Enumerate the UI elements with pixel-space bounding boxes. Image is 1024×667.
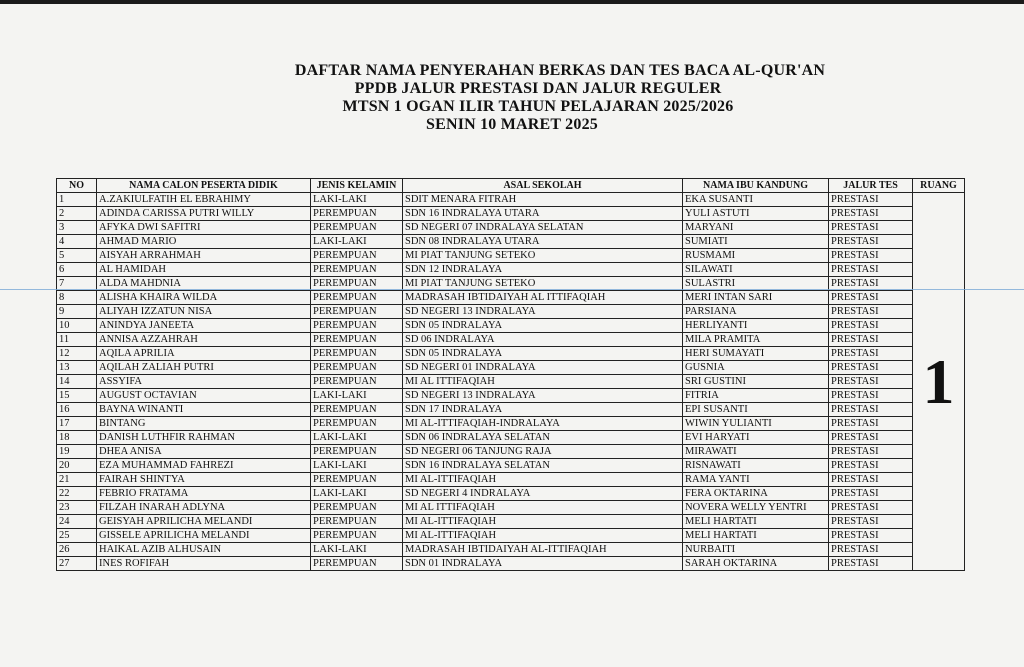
cell-school: SD NEGERI 07 INDRALAYA SELATAN [403,221,683,235]
cell-name: BINTANG [97,417,311,431]
cell-gender: PEREMPUAN [311,417,403,431]
column-header-no: NO [57,179,97,193]
cell-gender: PEREMPUAN [311,473,403,487]
cell-mother: MIRAWATI [683,445,829,459]
cell-school: MI AL-ITTIFAQIAH [403,529,683,543]
table-row [57,417,965,431]
column-header-name: NAMA CALON PESERTA DIDIK [97,179,311,193]
cell-gender: LAKI-LAKI [311,543,403,557]
cell-mother: FERA OKTARINA [683,487,829,501]
cell-gender: PEREMPUAN [311,249,403,263]
cell-school: SD NEGERI 01 INDRALAYA [403,361,683,375]
cell-no: 13 [57,361,97,375]
cell-mother: SILAWATI [683,263,829,277]
cell-mother: RUSMAMI [683,249,829,263]
cell-gender: PEREMPUAN [311,347,403,361]
cell-school: SDN 12 INDRALAYA [403,263,683,277]
table-row [57,543,965,557]
cell-mother: EVI HARYATI [683,431,829,445]
cell-mother: RAMA YANTI [683,473,829,487]
cell-mother: YULI ASTUTI [683,207,829,221]
cell-no: 6 [57,263,97,277]
table-header-row [57,179,965,193]
cell-school: SDN 16 INDRALAYA SELATAN [403,459,683,473]
cell-mother: MELI HARTATI [683,515,829,529]
cell-no: 12 [57,347,97,361]
cell-no: 17 [57,417,97,431]
cell-track: PRESTASI [829,375,913,389]
cell-mother: EKA SUSANTI [683,193,829,207]
cell-mother: PARSIANA [683,305,829,319]
cell-mother: FITRIA [683,389,829,403]
cell-gender: PEREMPUAN [311,375,403,389]
cell-gender: PEREMPUAN [311,557,403,571]
cell-gender: LAKI-LAKI [311,193,403,207]
cell-school: SDN 17 INDRALAYA [403,403,683,417]
column-header-room: RUANG [913,179,965,193]
cell-mother: HERI SUMAYATI [683,347,829,361]
cell-name: EZA MUHAMMAD FAHREZI [97,459,311,473]
cell-school: SD NEGERI 06 TANJUNG RAJA [403,445,683,459]
cell-gender: PEREMPUAN [311,515,403,529]
cell-name: ANNISA AZZAHRAH [97,333,311,347]
cell-name: ALIYAH IZZATUN NISA [97,305,311,319]
table-row [57,389,965,403]
cell-school: MI AL-ITTIFAQIAH [403,515,683,529]
cell-mother: WIWIN YULIANTI [683,417,829,431]
table-row [57,473,965,487]
column-header-mother: NAMA IBU KANDUNG [683,179,829,193]
cell-gender: PEREMPUAN [311,291,403,305]
cell-no: 8 [57,291,97,305]
cell-mother: HERLIYANTI [683,319,829,333]
cell-name: AFYKA DWI SAFITRI [97,221,311,235]
cell-track: PRESTASI [829,487,913,501]
table-row [57,221,965,235]
cell-no: 5 [57,249,97,263]
scan-guide-line [0,289,1024,290]
cell-school: SDN 05 INDRALAYA [403,319,683,333]
cell-school: MI PIAT TANJUNG SETEKO [403,277,683,291]
table-row [57,403,965,417]
cell-track: PRESTASI [829,445,913,459]
cell-no: 24 [57,515,97,529]
cell-name: AQILA APRILIA [97,347,311,361]
cell-name: FILZAH INARAH ADLYNA [97,501,311,515]
cell-school: SDIT MENARA FITRAH [403,193,683,207]
cell-no: 18 [57,431,97,445]
cell-name: AQILAH ZALIAH PUTRI [97,361,311,375]
cell-name: A.ZAKIULFATIH EL EBRAHIMY [97,193,311,207]
cell-mother: SULASTRI [683,277,829,291]
cell-track: PRESTASI [829,501,913,515]
cell-mother: SRI GUSTINI [683,375,829,389]
cell-no: 15 [57,389,97,403]
table-row [57,529,965,543]
cell-gender: PEREMPUAN [311,403,403,417]
column-header-gender: JENIS KELAMIN [311,179,403,193]
cell-mother: EPI SUSANTI [683,403,829,417]
cell-track: PRESTASI [829,361,913,375]
cell-gender: LAKI-LAKI [311,459,403,473]
cell-school: MADRASAH IBTIDAIYAH AL ITTIFAQIAH [403,291,683,305]
cell-school: SDN 16 INDRALAYA UTARA [403,207,683,221]
cell-school: SDN 05 INDRALAYA [403,347,683,361]
cell-school: MI AL-ITTIFAQIAH [403,473,683,487]
cell-track: PRESTASI [829,235,913,249]
cell-no: 4 [57,235,97,249]
table-row [57,333,965,347]
cell-name: DHEA ANISA [97,445,311,459]
cell-no: 9 [57,305,97,319]
cell-track: PRESTASI [829,459,913,473]
cell-name: BAYNA WINANTI [97,403,311,417]
table-row [57,319,965,333]
table-row [57,459,965,473]
table-row [57,501,965,515]
cell-track: PRESTASI [829,221,913,235]
cell-gender: PEREMPUAN [311,333,403,347]
cell-gender: PEREMPUAN [311,221,403,235]
table-row [57,207,965,221]
cell-no: 21 [57,473,97,487]
cell-name: ALISHA KHAIRA WILDA [97,291,311,305]
cell-track: PRESTASI [829,193,913,207]
cell-name: DANISH LUTHFIR RAHMAN [97,431,311,445]
cell-no: 22 [57,487,97,501]
cell-no: 16 [57,403,97,417]
table-row [57,361,965,375]
cell-no: 14 [57,375,97,389]
cell-no: 7 [57,277,97,291]
cell-name: ADINDA CARISSA PUTRI WILLY [97,207,311,221]
room-number: 1 [913,193,965,571]
cell-gender: PEREMPUAN [311,305,403,319]
table-row [57,557,965,571]
cell-no: 20 [57,459,97,473]
cell-track: PRESTASI [829,389,913,403]
cell-mother: RISNAWATI [683,459,829,473]
cell-gender: PEREMPUAN [311,445,403,459]
cell-track: PRESTASI [829,333,913,347]
document-header [0,62,1024,134]
cell-gender: LAKI-LAKI [311,235,403,249]
cell-school: SDN 01 INDRALAYA [403,557,683,571]
cell-school: SD NEGERI 13 INDRALAYA [403,305,683,319]
cell-track: PRESTASI [829,515,913,529]
cell-name: FAIRAH SHINTYA [97,473,311,487]
cell-name: FEBRIO FRATAMA [97,487,311,501]
cell-name: AUGUST OCTAVIAN [97,389,311,403]
cell-name: ASSYIFA [97,375,311,389]
table-row [57,263,965,277]
cell-gender: PEREMPUAN [311,263,403,277]
cell-no: 19 [57,445,97,459]
table-row [57,487,965,501]
header-title: DAFTAR NAMA PENYERAHAN BERKAS DAN TES BACA AL-QUR'AN [294,62,826,79]
cell-track: PRESTASI [829,347,913,361]
cell-track: PRESTASI [829,543,913,557]
cell-no: 25 [57,529,97,543]
cell-track: PRESTASI [829,207,913,221]
cell-gender: PEREMPUAN [311,501,403,515]
table-row [57,375,965,389]
cell-school: SD NEGERI 13 INDRALAYA [403,389,683,403]
cell-school: MI AL-ITTIFAQIAH-INDRALAYA [403,417,683,431]
student-roster-table [56,178,965,571]
cell-track: PRESTASI [829,473,913,487]
cell-mother: NURBAITI [683,543,829,557]
cell-school: MI PIAT TANJUNG SETEKO [403,249,683,263]
cell-gender: LAKI-LAKI [311,431,403,445]
table-row [57,305,965,319]
cell-mother: MERI INTAN SARI [683,291,829,305]
cell-mother: MARYANI [683,221,829,235]
cell-name: ALDA MAHDNIA [97,277,311,291]
cell-school: MI AL ITTIFAQIAH [403,501,683,515]
cell-name: AL HAMIDAH [97,263,311,277]
cell-track: PRESTASI [829,319,913,333]
header-date: SENIN 10 MARET 2025 [426,116,598,133]
cell-track: PRESTASI [829,291,913,305]
column-header-school: ASAL SEKOLAH [403,179,683,193]
table-row [57,445,965,459]
cell-gender: PEREMPUAN [311,319,403,333]
cell-track: PRESTASI [829,249,913,263]
cell-name: INES ROFIFAH [97,557,311,571]
cell-school: SDN 08 INDRALAYA UTARA [403,235,683,249]
table-row [57,291,965,305]
cell-no: 26 [57,543,97,557]
cell-school: SD 06 INDRALAYA [403,333,683,347]
cell-mother: GUSNIA [683,361,829,375]
cell-mother: SARAH OKTARINA [683,557,829,571]
cell-mother: SUMIATI [683,235,829,249]
cell-school: SD NEGERI 4 INDRALAYA [403,487,683,501]
cell-no: 11 [57,333,97,347]
cell-gender: PEREMPUAN [311,277,403,291]
cell-school: SDN 06 INDRALAYA SELATAN [403,431,683,445]
cell-school: MI AL ITTIFAQIAH [403,375,683,389]
cell-gender: LAKI-LAKI [311,487,403,501]
table-row [57,431,965,445]
cell-gender: PEREMPUAN [311,361,403,375]
cell-school: MADRASAH IBTIDAIYAH AL-ITTIFAQIAH [403,543,683,557]
cell-no: 10 [57,319,97,333]
cell-track: PRESTASI [829,305,913,319]
cell-gender: LAKI-LAKI [311,389,403,403]
cell-gender: PEREMPUAN [311,529,403,543]
cell-name: AHMAD MARIO [97,235,311,249]
cell-name: GISSELE APRILICHA MELANDI [97,529,311,543]
cell-track: PRESTASI [829,431,913,445]
cell-track: PRESTASI [829,277,913,291]
cell-mother: NOVERA WELLY YENTRI [683,501,829,515]
page-edge [0,0,1024,4]
table-row [57,235,965,249]
cell-name: HAIKAL AZIB ALHUSAIN [97,543,311,557]
table-row [57,347,965,361]
cell-name: ANINDYA JANEETA [97,319,311,333]
cell-no: 1 [57,193,97,207]
cell-no: 2 [57,207,97,221]
cell-name: GEISYAH APRILICHA MELANDI [97,515,311,529]
cell-track: PRESTASI [829,403,913,417]
cell-track: PRESTASI [829,417,913,431]
header-school: MTSN 1 OGAN ILIR TAHUN PELAJARAN 2025/2026 [342,98,734,115]
column-header-track: JALUR TES [829,179,913,193]
cell-no: 27 [57,557,97,571]
table-row [57,515,965,529]
cell-no: 3 [57,221,97,235]
cell-mother: MELI HARTATI [683,529,829,543]
cell-gender: PEREMPUAN [311,207,403,221]
cell-name: AISYAH ARRAHMAH [97,249,311,263]
table-row [57,193,965,207]
table-row [57,249,965,263]
cell-mother: MILA PRAMITA [683,333,829,347]
cell-track: PRESTASI [829,557,913,571]
cell-track: PRESTASI [829,263,913,277]
header-subtitle: PPDB JALUR PRESTASI DAN JALUR REGULER [354,80,722,97]
cell-no: 23 [57,501,97,515]
cell-track: PRESTASI [829,529,913,543]
